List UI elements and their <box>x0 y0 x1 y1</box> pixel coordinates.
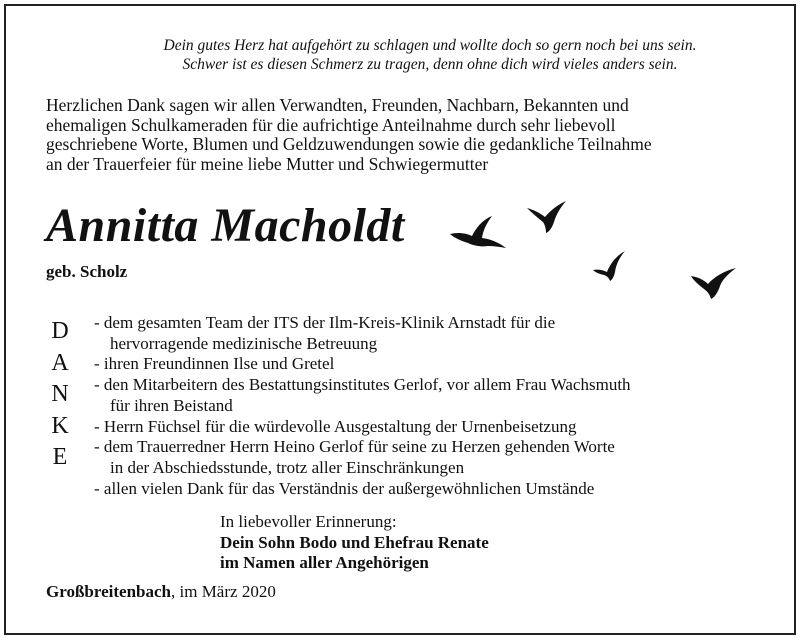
thanks-list <box>94 313 631 499</box>
intro-line-1: Herzlichen Dank sagen wir allen Verwandten, Freunden, Nachbarn, Bekannten und <box>46 95 629 115</box>
bird-icon <box>690 266 738 300</box>
thanks-item: - dem gesamten Team der ITS der Ilm-Kreis-Klinik Arnstadt für die <box>94 313 556 332</box>
danke-letter: A <box>51 349 69 376</box>
intro-line-3: geschriebene Worte, Blumen und Geldzuwendungen sowie die gedankliche Teilnahme <box>46 134 652 154</box>
intro-line-4: an der Trauerfeier für meine liebe Mutter und Schwiegermutter <box>46 153 489 174</box>
thanks-item: - den Mitarbeitern des Bestattungsinstitutes Gerlof, vor allem Frau Wachsmuth <box>94 375 631 395</box>
signature-intro: In liebevoller Erinnerung: <box>220 512 397 531</box>
signature <box>220 512 489 574</box>
place-town: Großbreitenbach <box>46 582 171 601</box>
thanks-item: - ihren Freundinnen Ilse und Gretel <box>94 354 335 374</box>
maiden-name: geb. Scholz <box>46 262 128 281</box>
thanks-item-continuation: hervorragende medizinische Betreuung <box>110 333 378 353</box>
thanks-item: - Herrn Füchsel für die würdevolle Ausgestaltung der Urnenbeisetzung <box>94 416 577 436</box>
motto-line-1: Dein gutes Herz hat aufgehört zu schlagen und wollte doch so gern noch bei uns sein. <box>163 37 697 54</box>
bird-icon <box>592 250 628 282</box>
motto <box>0 36 800 74</box>
place-date-text: , im März 2020 <box>171 582 276 601</box>
bird-icon <box>448 214 510 252</box>
danke-letters <box>46 316 74 474</box>
place-date <box>46 582 276 602</box>
thanks-item: - dem Trauerredner Herrn Heino Gerlof für seine zu Herzen gehenden Worte <box>94 437 615 457</box>
thanks-item-continuation: in der Abschiedsstunde, trotz aller Einschränkungen <box>110 457 465 477</box>
danke-letter: N <box>51 381 69 407</box>
deceased-name: Annitta Macholdt <box>46 199 405 252</box>
signature-line-1: Dein Sohn Bodo und Ehefrau Renate <box>220 532 489 552</box>
thanks-item: - allen vielen Dank für das Verständnis der außergewöhnlichen Umstände <box>94 478 595 498</box>
motto-line-2: Schwer ist es diesen Schmerz zu tragen, denn ohne dich wird vieles anders sein. <box>182 56 678 73</box>
signature-line-2: im Namen aller Angehörigen <box>220 553 429 572</box>
thanks-item-continuation: für ihren Beistand <box>110 395 233 415</box>
danke-letter: D <box>51 318 69 344</box>
intro-line-2: ehemaligen Schulkameraden für die aufrichtige Anteilnahme durch sehr liebevoll <box>46 114 616 135</box>
danke-letter: E <box>52 444 68 470</box>
danke-letter: K <box>51 412 69 439</box>
intro-text <box>46 96 652 174</box>
bird-icon <box>526 200 568 234</box>
